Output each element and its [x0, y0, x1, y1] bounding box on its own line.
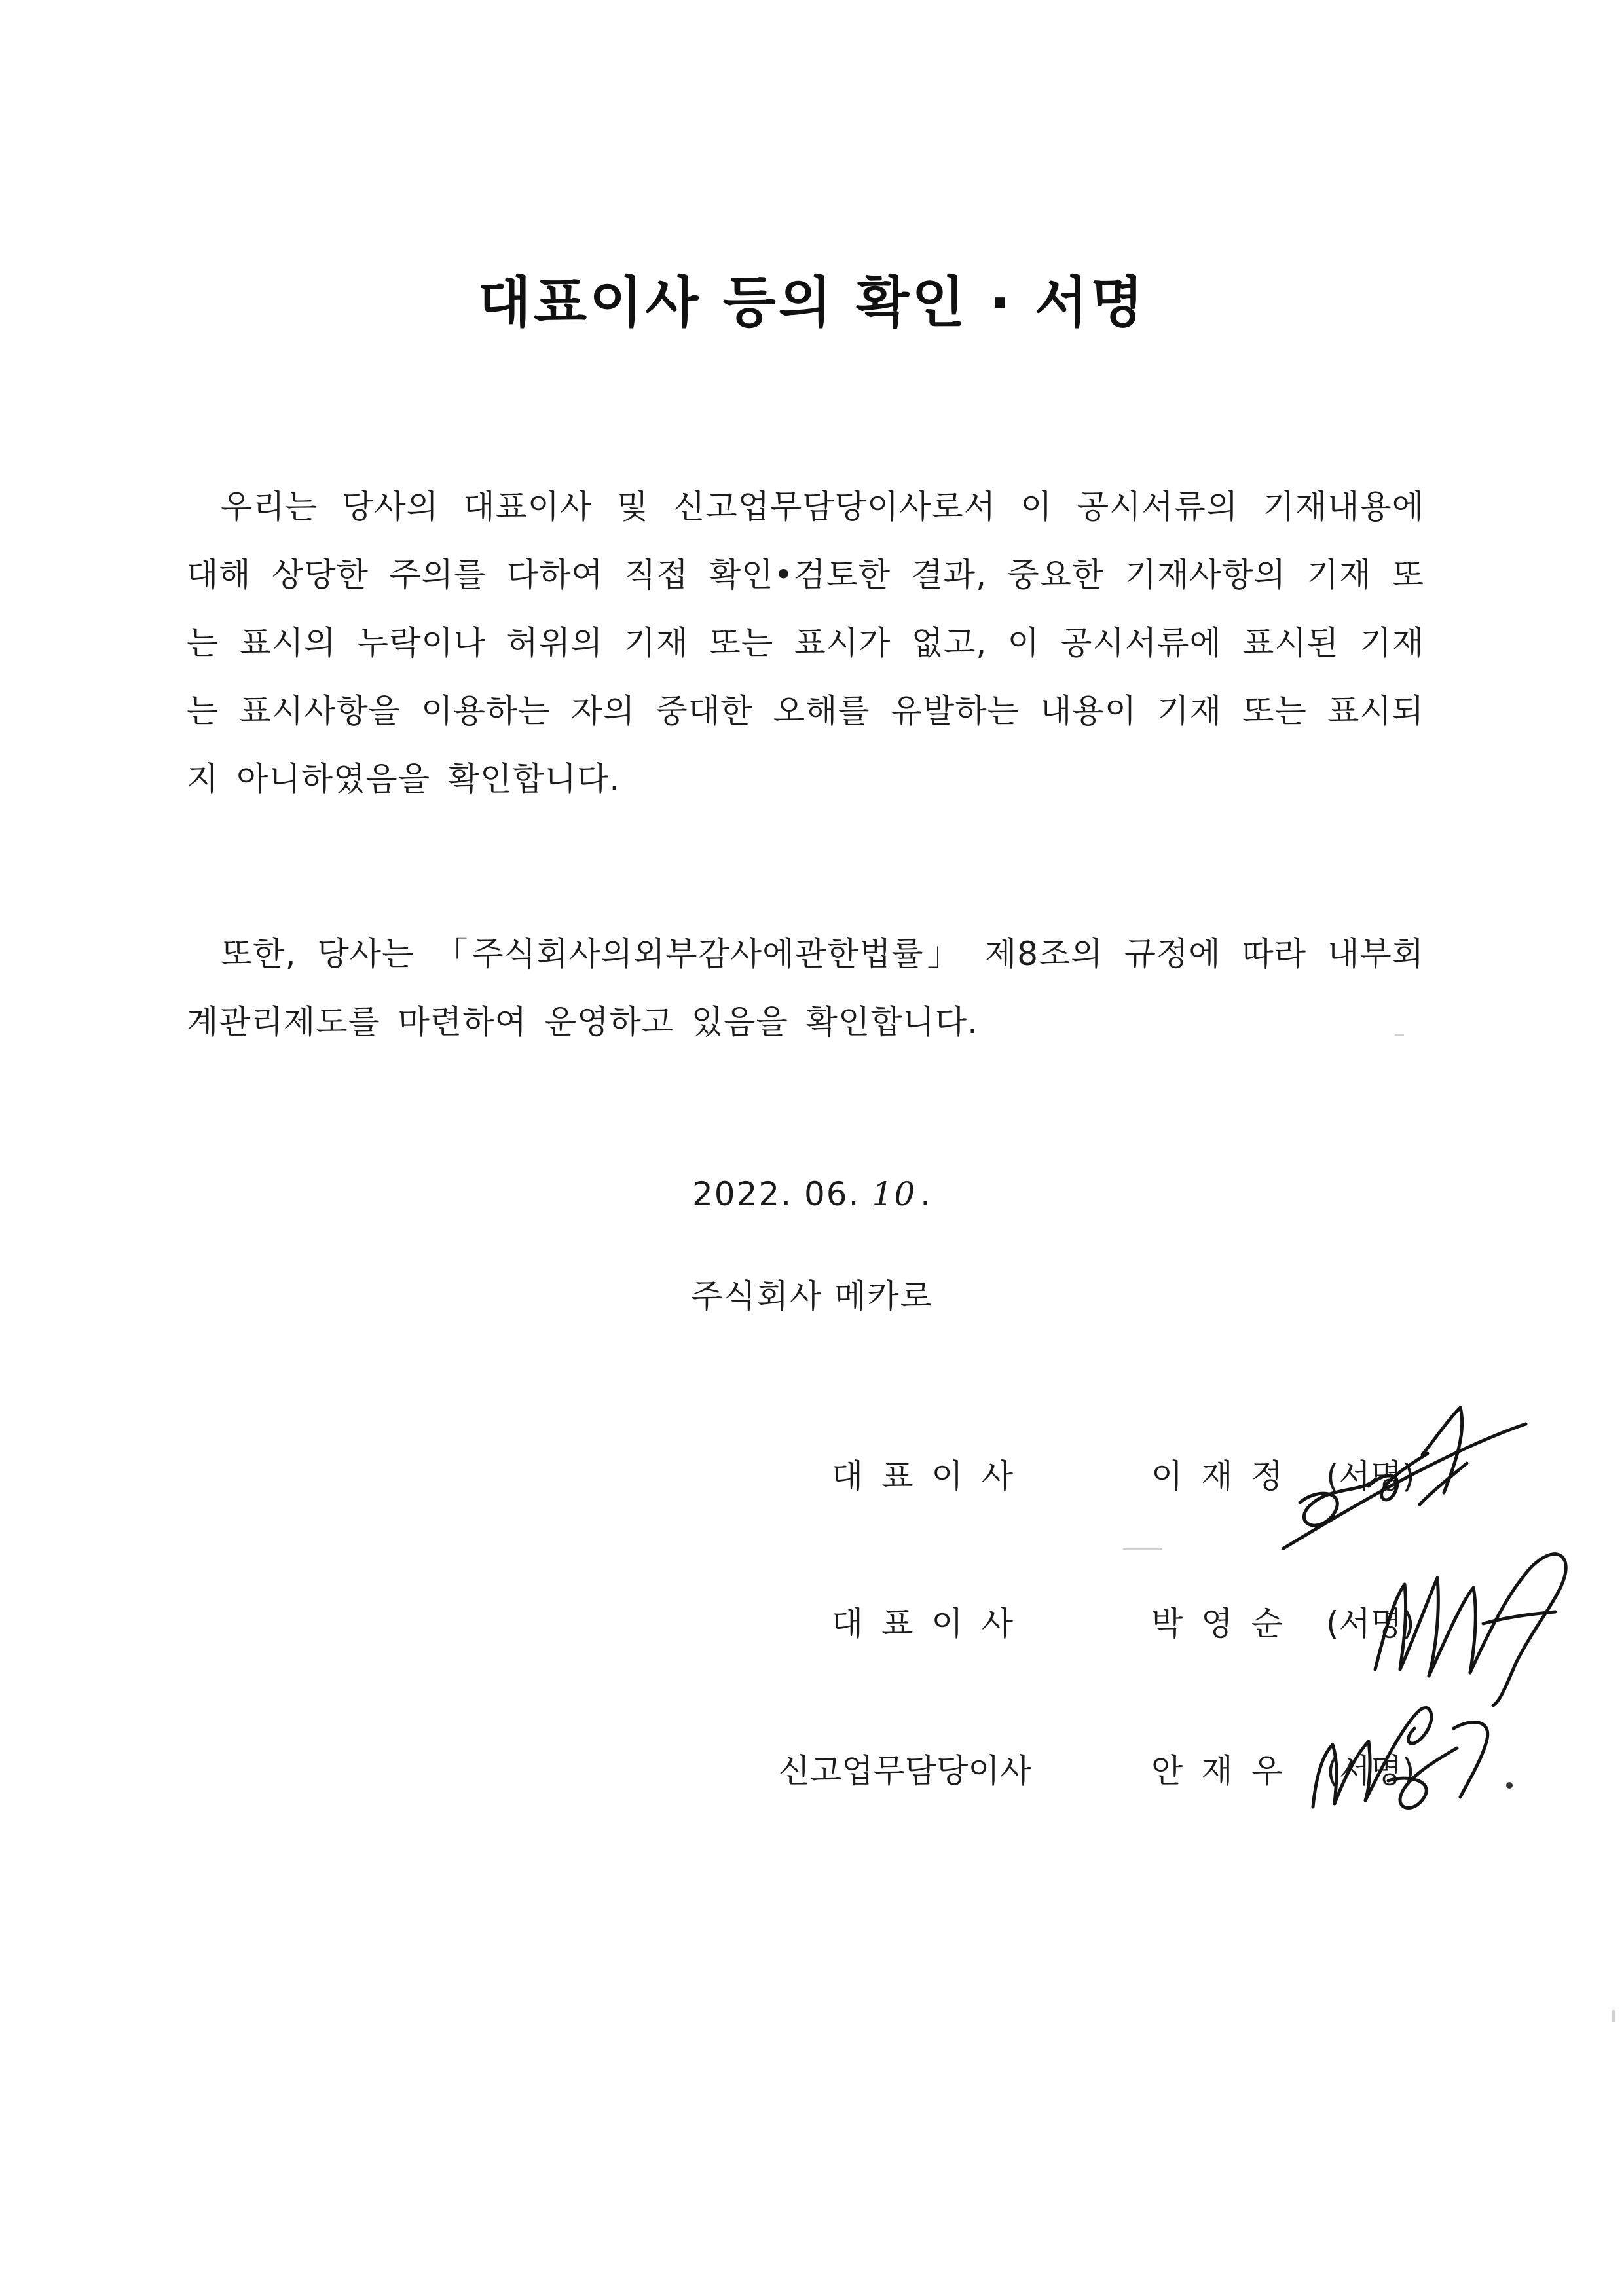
signatory-row	[0, 1450, 1624, 1516]
date-suffix: .	[920, 1175, 932, 1213]
signatory-row	[0, 1745, 1624, 1810]
signatory-row	[0, 1597, 1624, 1663]
signatory-role: 대표이사	[831, 1457, 1031, 1495]
signature-label: (서명)	[1326, 1605, 1415, 1643]
date-year-month: 2022. 06.	[692, 1175, 860, 1213]
signatory-name: 안재우	[1151, 1752, 1301, 1790]
signing-date	[0, 1175, 1624, 1213]
confirmation-paragraph	[187, 473, 1424, 813]
internal-control-paragraph	[187, 920, 1424, 1056]
signatory-name: 박영순	[1151, 1605, 1301, 1643]
confirmation-text: 우리는 당사의 대표이사 및 신고업무담당이사로서 이 공시서류의 기재내용에 대해 상당한 주의를 다하여 직접 확인•검토한 결과, 중요한 기재사항의 기재 또는 표시의 누락이나 허위의 기재 또는 표시가 없고, 이 공시서류에 표시된 기재는 표시사항을 이용하는 자의 중대한 오해를 유발하는 내용이 기재 또는 표시되지 아니하였음을 확인합니다.	[187, 488, 1424, 798]
scan-speck	[1123, 1548, 1162, 1550]
signatory-role: 대표이사	[831, 1605, 1031, 1643]
document-title: 대표이사 등의 확인 · 서명	[477, 270, 1147, 335]
company-name: 주식회사 메카로	[691, 1277, 933, 1315]
signatory-role: 신고업무담당이사	[778, 1752, 1031, 1790]
trailing-period-mark	[1506, 1782, 1513, 1789]
date-day-handwritten: 10	[872, 1175, 917, 1213]
signatory-name: 이재정	[1151, 1457, 1301, 1495]
internal-control-text: 또한, 당사는 「주식회사의외부감사에관한법률」 제8조의 규정에 따라 내부회계관리제도를 마련하여 운영하고 있음을 확인합니다.	[187, 935, 1424, 1041]
signature-label: (서명)	[1326, 1457, 1415, 1495]
scan-speck	[1395, 1034, 1404, 1036]
scan-speck	[1612, 2010, 1615, 2022]
signature-label: (서명)	[1326, 1752, 1415, 1790]
